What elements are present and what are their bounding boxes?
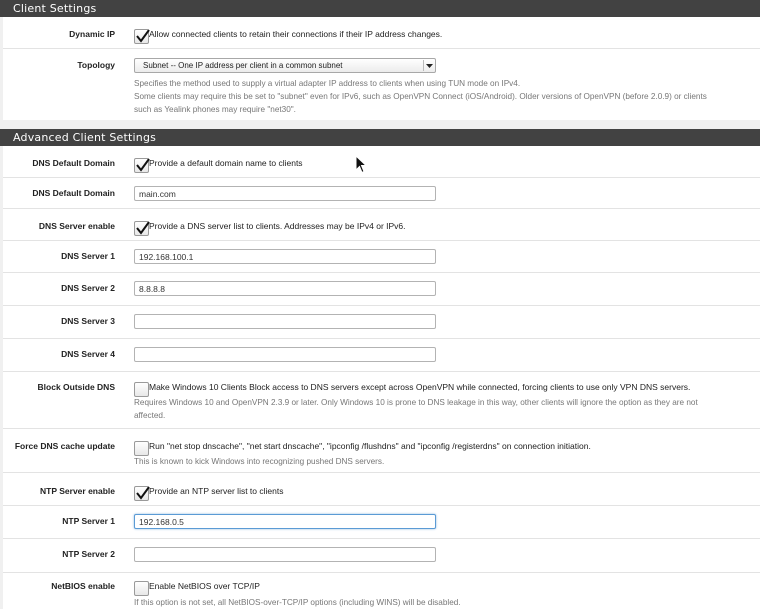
dns-server-2-label: DNS Server 2 bbox=[61, 283, 115, 293]
dns-server-3-label: DNS Server 3 bbox=[61, 316, 115, 326]
dns-default-domain-label: DNS Default Domain bbox=[32, 188, 115, 198]
dynamic-ip-text: Allow connected clients to retain their connections if their IP address changes. bbox=[149, 29, 443, 39]
ntp-server-enable-text: Provide an NTP server list to clients bbox=[149, 486, 284, 496]
advanced-client-settings-panel bbox=[3, 146, 760, 609]
ntp-server-enable-checkbox[interactable] bbox=[134, 486, 149, 501]
dynamic-ip-row bbox=[3, 17, 760, 48]
block-outside-dns-row bbox=[3, 371, 760, 428]
block-outside-dns-text: Make Windows 10 Clients Block access to DNS servers except across OpenVPN while connected, forcing clients to use only VPN DNS servers. bbox=[149, 382, 691, 392]
dns-default-domain-checkbox[interactable] bbox=[134, 158, 149, 173]
force-dns-cache-update-text: Run "net stop dnscache", "net start dnscache", "ipconfig /flushdns" and "ipconfig /registerdns" on connection initiation. bbox=[149, 441, 591, 451]
block-outside-dns-label: Block Outside DNS bbox=[37, 382, 115, 392]
dynamic-ip-label: Dynamic IP bbox=[69, 29, 115, 39]
ntp-server-1-input[interactable] bbox=[134, 514, 436, 529]
dns-server-1-row bbox=[3, 240, 760, 272]
block-outside-dns-help-line-1: Requires Windows 10 and OpenVPN 2.3.9 or later. Only Windows 10 is prone to DNS leakage in this way, other clients will ignore the option as they are not bbox=[134, 398, 698, 407]
dns-server-enable-text: Provide a DNS server list to clients. Addresses may be IPv4 or IPv6. bbox=[149, 221, 406, 231]
ntp-server-2-label: NTP Server 2 bbox=[62, 549, 115, 559]
chevron-down-icon bbox=[423, 60, 434, 71]
topology-select[interactable] bbox=[134, 58, 436, 73]
dns-server-4-label: DNS Server 4 bbox=[61, 349, 115, 359]
force-dns-cache-update-label: Force DNS cache update bbox=[14, 441, 115, 451]
dns-default-domain-input[interactable] bbox=[134, 186, 436, 201]
dns-server-2-row bbox=[3, 272, 760, 305]
ntp-server-enable-label: NTP Server enable bbox=[40, 486, 115, 496]
dns-server-2-input[interactable] bbox=[134, 281, 436, 296]
block-outside-dns-help bbox=[134, 396, 754, 422]
dns-default-domain-enable-label: DNS Default Domain bbox=[32, 158, 115, 168]
force-dns-cache-update-help-line-1: This is known to kick Windows into recognizing pushed DNS servers. bbox=[134, 457, 385, 466]
dns-server-1-input[interactable] bbox=[134, 249, 436, 264]
netbios-enable-help bbox=[134, 596, 754, 609]
netbios-enable-label: NetBIOS enable bbox=[51, 581, 115, 591]
dns-default-domain-row bbox=[3, 177, 760, 208]
dns-server-4-input[interactable] bbox=[134, 347, 436, 362]
dns-server-enable-checkbox[interactable] bbox=[134, 221, 149, 236]
netbios-enable-text: Enable NetBIOS over TCP/IP bbox=[149, 581, 260, 591]
topology-help-line-3: such as Yealink phones may require "net30". bbox=[134, 105, 296, 114]
ntp-server-1-row bbox=[3, 505, 760, 538]
client-settings-panel bbox=[3, 17, 760, 120]
ntp-server-2-row bbox=[3, 538, 760, 572]
dns-default-domain-enable-text: Provide a default domain name to clients bbox=[149, 158, 303, 168]
force-dns-cache-update-help bbox=[134, 455, 754, 468]
topology-label: Topology bbox=[77, 60, 115, 70]
dns-server-3-row bbox=[3, 305, 760, 338]
dns-server-enable-row bbox=[3, 208, 760, 240]
ntp-server-1-label: NTP Server 1 bbox=[62, 516, 115, 526]
block-outside-dns-help-line-2: affected. bbox=[134, 411, 166, 420]
topology-help-line-2: Some clients may require this be set to "subnet" even for IPv6, such as OpenVPN Connect (iOS/Android). Older versions of OpenVPN (before 2.0.9) or clients bbox=[134, 92, 707, 101]
topology-row bbox=[3, 48, 760, 120]
ntp-server-enable-row bbox=[3, 472, 760, 505]
dns-server-enable-label: DNS Server enable bbox=[38, 221, 115, 231]
netbios-enable-help-line-1: If this option is not set, all NetBIOS-over-TCP/IP options (including WINS) will be disabled. bbox=[134, 598, 461, 607]
topology-help bbox=[134, 77, 754, 116]
topology-selected-value: Subnet -- One IP address per client in a common subnet bbox=[143, 61, 343, 70]
ntp-server-2-input[interactable] bbox=[134, 547, 436, 562]
force-dns-cache-update-row bbox=[3, 428, 760, 472]
dns-server-1-label: DNS Server 1 bbox=[61, 251, 115, 261]
netbios-enable-row bbox=[3, 572, 760, 609]
advanced-client-settings-heading: Advanced Client Settings bbox=[0, 129, 760, 146]
block-outside-dns-checkbox[interactable] bbox=[134, 382, 149, 397]
topology-help-line-1: Specifies the method used to supply a virtual adapter IP address to clients when using TUN mode on IPv4. bbox=[134, 79, 521, 88]
mouse-pointer-icon bbox=[355, 155, 367, 176]
client-settings-heading: Client Settings bbox=[0, 0, 760, 17]
dynamic-ip-checkbox[interactable] bbox=[134, 29, 149, 44]
dns-server-4-row bbox=[3, 338, 760, 371]
dns-default-domain-enable-row bbox=[3, 146, 760, 177]
netbios-enable-checkbox[interactable] bbox=[134, 581, 149, 596]
dns-server-3-input[interactable] bbox=[134, 314, 436, 329]
force-dns-cache-update-checkbox[interactable] bbox=[134, 441, 149, 456]
